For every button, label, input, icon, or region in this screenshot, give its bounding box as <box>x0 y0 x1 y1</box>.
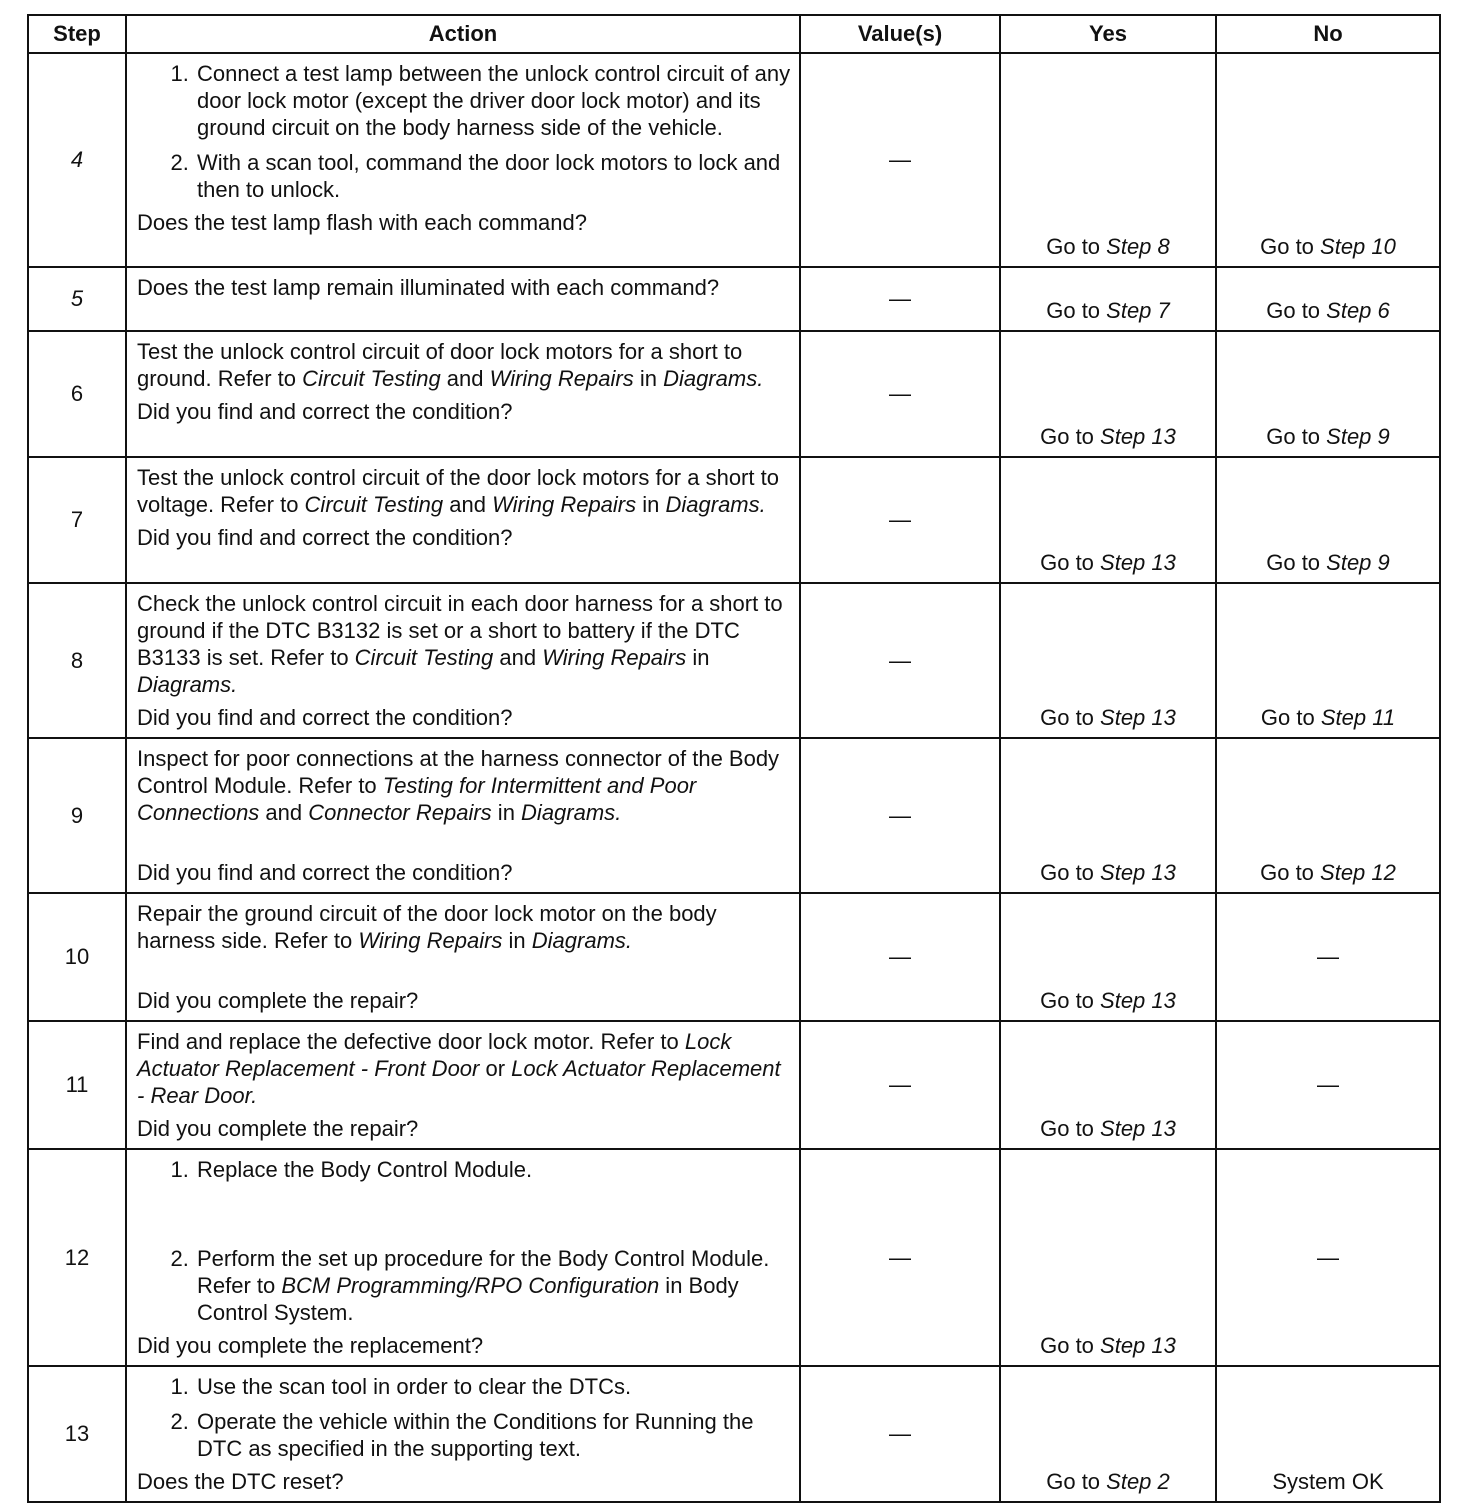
yes-cell <box>1000 457 1216 583</box>
ref-diagrams: Diagrams <box>531 928 626 953</box>
table-row <box>28 53 1440 267</box>
value-cell: — <box>800 267 1000 331</box>
ref-diagrams: Diagrams <box>137 672 232 697</box>
yes-step-link: Step 8 <box>1106 234 1170 259</box>
value-cell: — <box>800 1021 1000 1149</box>
yes-cell <box>1000 1021 1216 1149</box>
action-text-part: . <box>759 492 766 517</box>
no-prefix: Go to <box>1260 234 1321 259</box>
action-step: 1. Replace the Body Control Module. <box>195 1156 791 1183</box>
ref-circuit-testing: Circuit Testing <box>354 645 494 670</box>
question: Did you complete the repair? <box>137 988 419 1013</box>
action-text-part: in <box>636 492 666 517</box>
no-cell <box>1216 738 1440 893</box>
question: Did you find and correct the condition? <box>137 860 513 885</box>
action-cell <box>126 267 800 331</box>
no-prefix: Go to <box>1260 860 1321 885</box>
no-step-link: Step 11 <box>1320 705 1396 730</box>
step-number: 4 <box>28 53 126 267</box>
table-row <box>28 1149 1440 1366</box>
step-number: 5 <box>28 267 126 331</box>
step-number: 12 <box>28 1149 126 1366</box>
no-cell <box>1216 53 1440 267</box>
table-row <box>28 583 1440 738</box>
question: Did you find and correct the condition? <box>137 705 513 730</box>
yes-prefix: Go to <box>1040 705 1101 730</box>
no-prefix: Go to <box>1266 424 1327 449</box>
action-text-part: and <box>259 800 309 825</box>
no-cell: — <box>1216 893 1440 1021</box>
header-values: Value(s) <box>800 15 1000 53</box>
action-steps <box>137 60 791 203</box>
diagnostic-table-container <box>27 14 1439 1503</box>
yes-prefix: Go to <box>1040 1116 1101 1141</box>
yes-cell <box>1000 738 1216 893</box>
ref-testing-intermittent: Testing for Intermittent and Poor Connections <box>137 773 697 825</box>
action-text-part: Repair the ground circuit of the door lock motor on the body harness side. Refer to <box>137 901 717 953</box>
yes-prefix: Go to <box>1046 234 1107 259</box>
question: Did you complete the replacement? <box>137 1333 484 1358</box>
action-text-part: in <box>491 800 522 825</box>
action-cell <box>126 331 800 457</box>
no-cell: — <box>1216 1149 1440 1366</box>
question: Does the test lamp remain illuminated with each command? <box>137 275 720 300</box>
ref-wiring-repairs: Wiring Repairs <box>492 492 637 517</box>
step-number: 13 <box>28 1366 126 1502</box>
yes-prefix: Go to <box>1040 1333 1101 1358</box>
table-row <box>28 1021 1440 1149</box>
no-prefix: Go to <box>1266 298 1327 323</box>
action-cell <box>126 1149 800 1366</box>
value-cell: — <box>800 1149 1000 1366</box>
no-cell <box>1216 457 1440 583</box>
value-cell: — <box>800 331 1000 457</box>
no-cell <box>1216 583 1440 738</box>
ref-diagrams: Diagrams <box>663 366 758 391</box>
value-cell: — <box>800 1366 1000 1502</box>
yes-cell <box>1000 267 1216 331</box>
no-step-link: Step 9 <box>1326 550 1390 575</box>
action-text <box>137 900 791 954</box>
action-step: 2. With a scan tool, command the door lock motors to lock and then to unlock. <box>195 149 791 203</box>
action-text <box>137 745 791 826</box>
action-text-part: and <box>493 645 543 670</box>
ref-circuit-testing: Circuit Testing <box>304 492 444 517</box>
action-text-part: in <box>502 928 532 953</box>
ref-wiring-repairs: Wiring Repairs <box>542 645 687 670</box>
action-text-part: and <box>440 366 490 391</box>
no-cell <box>1216 267 1440 331</box>
value-cell: — <box>800 893 1000 1021</box>
action-steps <box>137 1156 791 1326</box>
table-row <box>28 267 1440 331</box>
header-step: Step <box>28 15 126 53</box>
step-number: 11 <box>28 1021 126 1149</box>
action-text-part: . <box>615 800 622 825</box>
step-number: 8 <box>28 583 126 738</box>
no-cell <box>1216 331 1440 457</box>
ref-wiring-repairs: Wiring Repairs <box>489 366 634 391</box>
yes-step-link: Step 13 <box>1100 860 1176 885</box>
action-text-part: and <box>443 492 493 517</box>
action-steps <box>137 1373 791 1462</box>
action-text-part: or <box>479 1056 512 1081</box>
question: Did you complete the repair? <box>137 1116 419 1141</box>
action-text <box>137 1028 791 1109</box>
no-prefix: Go to <box>1266 550 1327 575</box>
yes-prefix: Go to <box>1040 550 1101 575</box>
action-text-part: Find and replace the defective door lock motor. Refer to <box>137 1029 685 1054</box>
yes-prefix: Go to <box>1046 1469 1107 1494</box>
table-row <box>28 893 1440 1021</box>
yes-cell <box>1000 331 1216 457</box>
yes-step-link: Step 2 <box>1106 1469 1170 1494</box>
action-cell <box>126 583 800 738</box>
yes-prefix: Go to <box>1040 424 1101 449</box>
yes-prefix: Go to <box>1040 860 1101 885</box>
no-cell: — <box>1216 1021 1440 1149</box>
action-text-part: in Body Control System. <box>197 1273 739 1325</box>
table-row <box>28 1366 1440 1502</box>
action-step: 2. Operate the vehicle within the Conditions for Running the DTC as specified in the supporting text. <box>195 1408 791 1462</box>
no-step-link: Step 10 <box>1320 234 1396 259</box>
yes-cell <box>1000 583 1216 738</box>
value-cell: — <box>800 738 1000 893</box>
value-cell: — <box>800 583 1000 738</box>
action-step <box>195 1245 791 1326</box>
ref-lock-actuator-rear: Lock Actuator Replacement - Rear Door <box>137 1056 781 1108</box>
ref-lock-actuator-front: Lock Actuator Replacement - Front Door <box>137 1029 732 1081</box>
yes-step-link: Step 13 <box>1100 1333 1176 1358</box>
action-text <box>137 464 791 518</box>
header-action: Action <box>126 15 800 53</box>
no-step-link: Step 12 <box>1320 860 1396 885</box>
diagnostic-table <box>27 14 1441 1503</box>
yes-step-link: Step 7 <box>1106 298 1170 323</box>
action-text-part: Inspect for poor connections at the harness connector of the Body Control Module. Refer to <box>137 746 780 798</box>
action-step: 1. Connect a test lamp between the unlock control circuit of any door lock motor (except the driver door lock motor) and its ground circuit on the body harness side of the vehicle. <box>195 60 791 141</box>
header-no: No <box>1216 15 1440 53</box>
step-number: 10 <box>28 893 126 1021</box>
action-text-part: Check the unlock control circuit in each door harness for a short to ground if the DTC B3132 is set or a short to battery if the DTC B3133 is set. Refer to <box>137 591 783 670</box>
action-cell <box>126 1366 800 1502</box>
value-cell: — <box>800 457 1000 583</box>
action-text-part: Perform the set up procedure for the Body Control Module. Refer to <box>197 1246 770 1298</box>
ref-connector-repairs: Connector Repairs <box>308 800 492 825</box>
action-cell <box>126 738 800 893</box>
action-text-part: . <box>231 672 238 697</box>
ref-diagrams: Diagrams <box>521 800 616 825</box>
header-yes: Yes <box>1000 15 1216 53</box>
yes-cell <box>1000 53 1216 267</box>
question: Did you find and correct the condition? <box>137 399 513 424</box>
action-text-part: . <box>251 1083 258 1108</box>
step-number: 7 <box>28 457 126 583</box>
action-text-part: . <box>757 366 764 391</box>
value-cell: — <box>800 53 1000 267</box>
step-number: 9 <box>28 738 126 893</box>
action-text-part: . <box>625 928 633 953</box>
yes-cell <box>1000 893 1216 1021</box>
question: Does the DTC reset? <box>137 1469 344 1494</box>
action-cell <box>126 53 800 267</box>
header-row <box>28 15 1440 53</box>
action-text <box>137 338 791 392</box>
yes-step-link: Step 13 <box>1100 988 1176 1013</box>
yes-step-link: Step 13 <box>1100 550 1176 575</box>
action-step: 1. Use the scan tool in order to clear the DTCs. <box>195 1373 791 1400</box>
yes-prefix: Go to <box>1040 988 1101 1013</box>
ref-diagrams: Diagrams <box>665 492 760 517</box>
yes-step-link: Step 13 <box>1100 424 1176 449</box>
yes-prefix: Go to <box>1046 298 1107 323</box>
no-step-link: Step 6 <box>1326 298 1390 323</box>
question: Does the test lamp flash with each command? <box>137 210 588 235</box>
yes-cell <box>1000 1366 1216 1502</box>
action-text-part: Test the unlock control circuit of door lock motors for a short to ground. Refer to <box>137 339 743 391</box>
step-number: 6 <box>28 331 126 457</box>
action-cell <box>126 1021 800 1149</box>
action-cell <box>126 457 800 583</box>
ref-circuit-testing: Circuit Testing <box>302 366 441 391</box>
table-row <box>28 738 1440 893</box>
action-text-part: in <box>633 366 664 391</box>
table-row <box>28 331 1440 457</box>
action-text-part: in <box>686 645 710 670</box>
table-row <box>28 457 1440 583</box>
no-cell: System OK <box>1216 1366 1440 1502</box>
action-text <box>137 590 791 698</box>
ref-wiring-repairs: Wiring Repairs <box>358 928 503 953</box>
no-prefix: Go to <box>1260 705 1321 730</box>
action-text-part: Test the unlock control circuit of the door lock motors for a short to voltage. Refer to <box>137 465 779 517</box>
yes-step-link: Step 13 <box>1100 1116 1176 1141</box>
ref-bcm-programming: BCM Programming/RPO Configuration <box>281 1273 660 1298</box>
question: Did you find and correct the condition? <box>137 525 513 550</box>
yes-cell <box>1000 1149 1216 1366</box>
yes-step-link: Step 13 <box>1100 705 1176 730</box>
no-step-link: Step 9 <box>1326 424 1390 449</box>
action-cell <box>126 893 800 1021</box>
